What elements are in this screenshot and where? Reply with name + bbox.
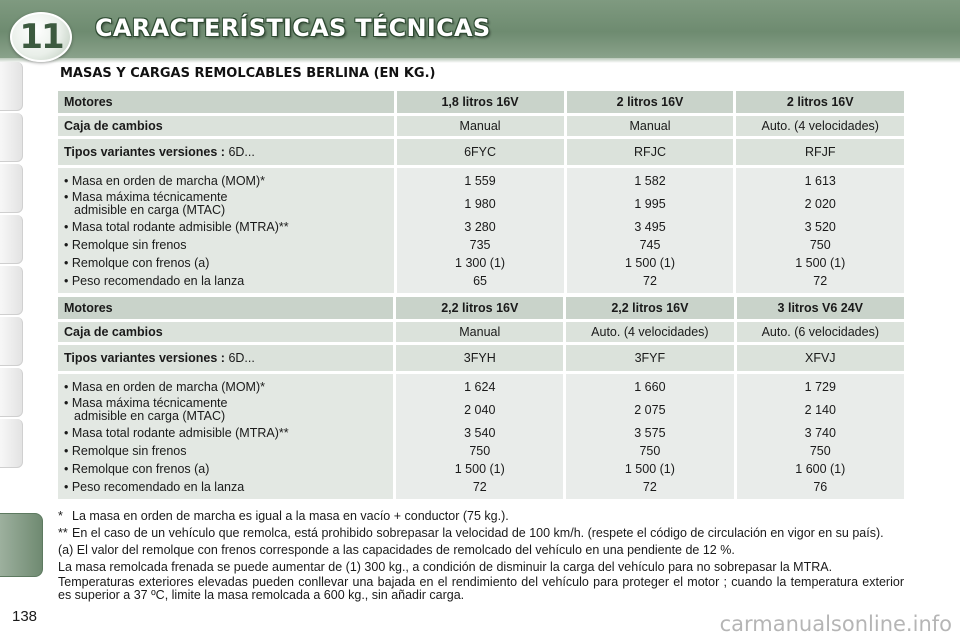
braked-cell: 1 500 (1) [564,254,734,272]
label-braked: • Remolque con frenos (a) [58,254,394,272]
label-gearbox: Caja de cambios [58,116,394,136]
engine-cell: 2 litros 16V [733,91,904,113]
noseweight-cell: 72 [733,272,904,293]
table-row [58,190,904,218]
variant-cell: RFJF [733,139,904,165]
gearbox-cell: Manual [564,116,734,136]
variant-cell: 3FYF [563,345,733,371]
unbraked-cell: 750 [734,442,904,460]
footnote-mark: * [58,509,63,523]
mtra-cell: 3 495 [564,218,734,236]
mtra-cell: 3 540 [393,424,563,442]
mtac-cell: 2 140 [734,396,904,424]
side-tab[interactable] [0,215,23,264]
mom-cell: 1 559 [394,168,564,190]
footnote-text: La masa remolcada frenada se puede aumentar de (1) 300 kg., a condición de disminuir la carga del vehículo para no sobrepasar la MTRA. [58,560,833,574]
label-mtac: • Masa máxima técnicamente admisible en carga (MTAC) [58,396,393,424]
mtac-cell: 2 075 [563,396,733,424]
mtra-cell: 3 575 [563,424,733,442]
table-row [58,272,904,293]
header-divider [0,58,960,63]
unbraked-cell: 735 [394,236,564,254]
footnote-text: En el caso de un vehículo que remolca, está prohibido sobrepasar la velocidad de 100 km/h. (respete el código de circulación en vigor en su país). [72,526,884,540]
mom-cell: 1 613 [733,168,904,190]
table-row [58,236,904,254]
table-row [58,254,904,272]
noseweight-cell: 72 [563,478,733,499]
footnote-asterisk [58,510,904,523]
watermark: carmanualsonline.info [719,612,952,636]
label-gearbox: Caja de cambios [58,322,393,342]
side-tab[interactable] [0,62,23,111]
side-tab[interactable] [0,368,23,417]
unbraked-cell: 745 [564,236,734,254]
section-title: MASAS Y CARGAS REMOLCABLES BERLINA (EN KG.) [60,66,436,81]
braked-cell: 1 500 (1) [393,460,563,478]
table-row-variants [58,139,904,165]
braked-cell: 1 600 (1) [734,460,904,478]
footnote-double-asterisk [58,527,904,540]
table-row [58,442,904,460]
engine-cell: 2,2 litros 16V [393,297,563,319]
page-number: 138 [12,608,38,625]
label-mtra: • Masa total rodante admisible (MTRA)** [58,218,394,236]
spec-table-2 [58,297,904,499]
side-tab[interactable] [0,113,23,162]
table-row [58,374,904,396]
table-row-gearbox [58,322,904,342]
mom-cell: 1 660 [563,374,733,396]
unbraked-cell: 750 [733,236,904,254]
mtac-cell: 2 020 [733,190,904,218]
table-row-gearbox [58,116,904,136]
footnote-text: Temperaturas exteriores elevadas pueden conllevar una bajada en el rendimiento del vehículo para proteger el motor ; cuando la temperatura exterior es superior a 37 ºC, limite la masa remolcada a 600 kg., sin añadir carga. [58,575,904,602]
mtac-cell: 1 995 [564,190,734,218]
spec-table-1 [58,91,904,293]
table-row [58,424,904,442]
chapter-side-tabs [0,58,26,640]
engine-cell: 2,2 litros 16V [563,297,733,319]
engine-cell: 2 litros 16V [564,91,734,113]
variant-cell: RFJC [564,139,734,165]
braked-cell: 1 500 (1) [733,254,904,272]
gearbox-cell: Auto. (4 velocidades) [733,116,904,136]
table-row [58,218,904,236]
table-row-engines [58,91,904,113]
table-row [58,478,904,499]
chapter-number-badge: 11 [10,12,72,62]
side-tab[interactable] [0,164,23,213]
footnote-text: (a) El valor del remolque con frenos corresponde a las capacidades de remolcado del vehículo en una pendiente de 12 %. [58,543,735,557]
label-mom: • Masa en orden de marcha (MOM)* [58,374,393,396]
table-row [58,460,904,478]
mom-cell: 1 582 [564,168,734,190]
chapter-title: CARACTERÍSTICAS TÉCNICAS [95,14,491,42]
mom-cell: 1 729 [734,374,904,396]
label-unbraked: • Remolque sin frenos [58,236,394,254]
label-mtac: • Masa máxima técnicamente admisible en carga (MTAC) [58,190,394,218]
mom-cell: 1 624 [393,374,563,396]
mtra-cell: 3 280 [394,218,564,236]
engine-cell: 3 litros V6 24V [734,297,904,319]
mtra-cell: 3 740 [734,424,904,442]
table-row [58,396,904,424]
unbraked-cell: 750 [563,442,733,460]
gearbox-cell: Auto. (4 velocidades) [563,322,733,342]
footnote-braked-increase [58,561,904,574]
label-braked: • Remolque con frenos (a) [58,460,393,478]
table-row [58,168,904,190]
side-tab[interactable] [0,266,23,315]
unbraked-cell: 750 [393,442,563,460]
footnote-a [58,544,904,557]
noseweight-cell: 72 [393,478,563,499]
mtac-cell: 1 980 [394,190,564,218]
side-tab[interactable] [0,419,23,468]
label-mtra: • Masa total rodante admisible (MTRA)** [58,424,393,442]
label-variants: Tipos variantes versiones : 6D... [58,345,393,371]
label-variants: Tipos variantes versiones : 6D... [58,139,394,165]
mtra-cell: 3 520 [733,218,904,236]
footnote-mark: ** [58,526,68,540]
footnotes [58,510,904,602]
label-unbraked: • Remolque sin frenos [58,442,393,460]
gearbox-cell: Auto. (6 velocidades) [734,322,904,342]
noseweight-cell: 76 [734,478,904,499]
footnote-temperature [58,576,904,602]
noseweight-cell: 72 [564,272,734,293]
label-engines: Motores [58,297,393,319]
variant-cell: 6FYC [394,139,564,165]
side-tab-active[interactable] [0,513,43,577]
variant-cell: 3FYH [393,345,563,371]
label-noseweight: • Peso recomendado en la lanza [58,272,394,293]
side-tab[interactable] [0,317,23,366]
noseweight-cell: 65 [394,272,564,293]
mtac-cell: 2 040 [393,396,563,424]
footnote-text: La masa en orden de marcha es igual a la masa en vacío + conductor (75 kg.). [72,509,509,523]
gearbox-cell: Manual [393,322,563,342]
braked-cell: 1 500 (1) [563,460,733,478]
braked-cell: 1 300 (1) [394,254,564,272]
gearbox-cell: Manual [394,116,564,136]
table-row-variants [58,345,904,371]
label-mom: • Masa en orden de marcha (MOM)* [58,168,394,190]
engine-cell: 1,8 litros 16V [394,91,564,113]
variant-cell: XFVJ [734,345,904,371]
label-engines: Motores [58,91,394,113]
table-row-engines [58,297,904,319]
label-noseweight: • Peso recomendado en la lanza [58,478,393,499]
